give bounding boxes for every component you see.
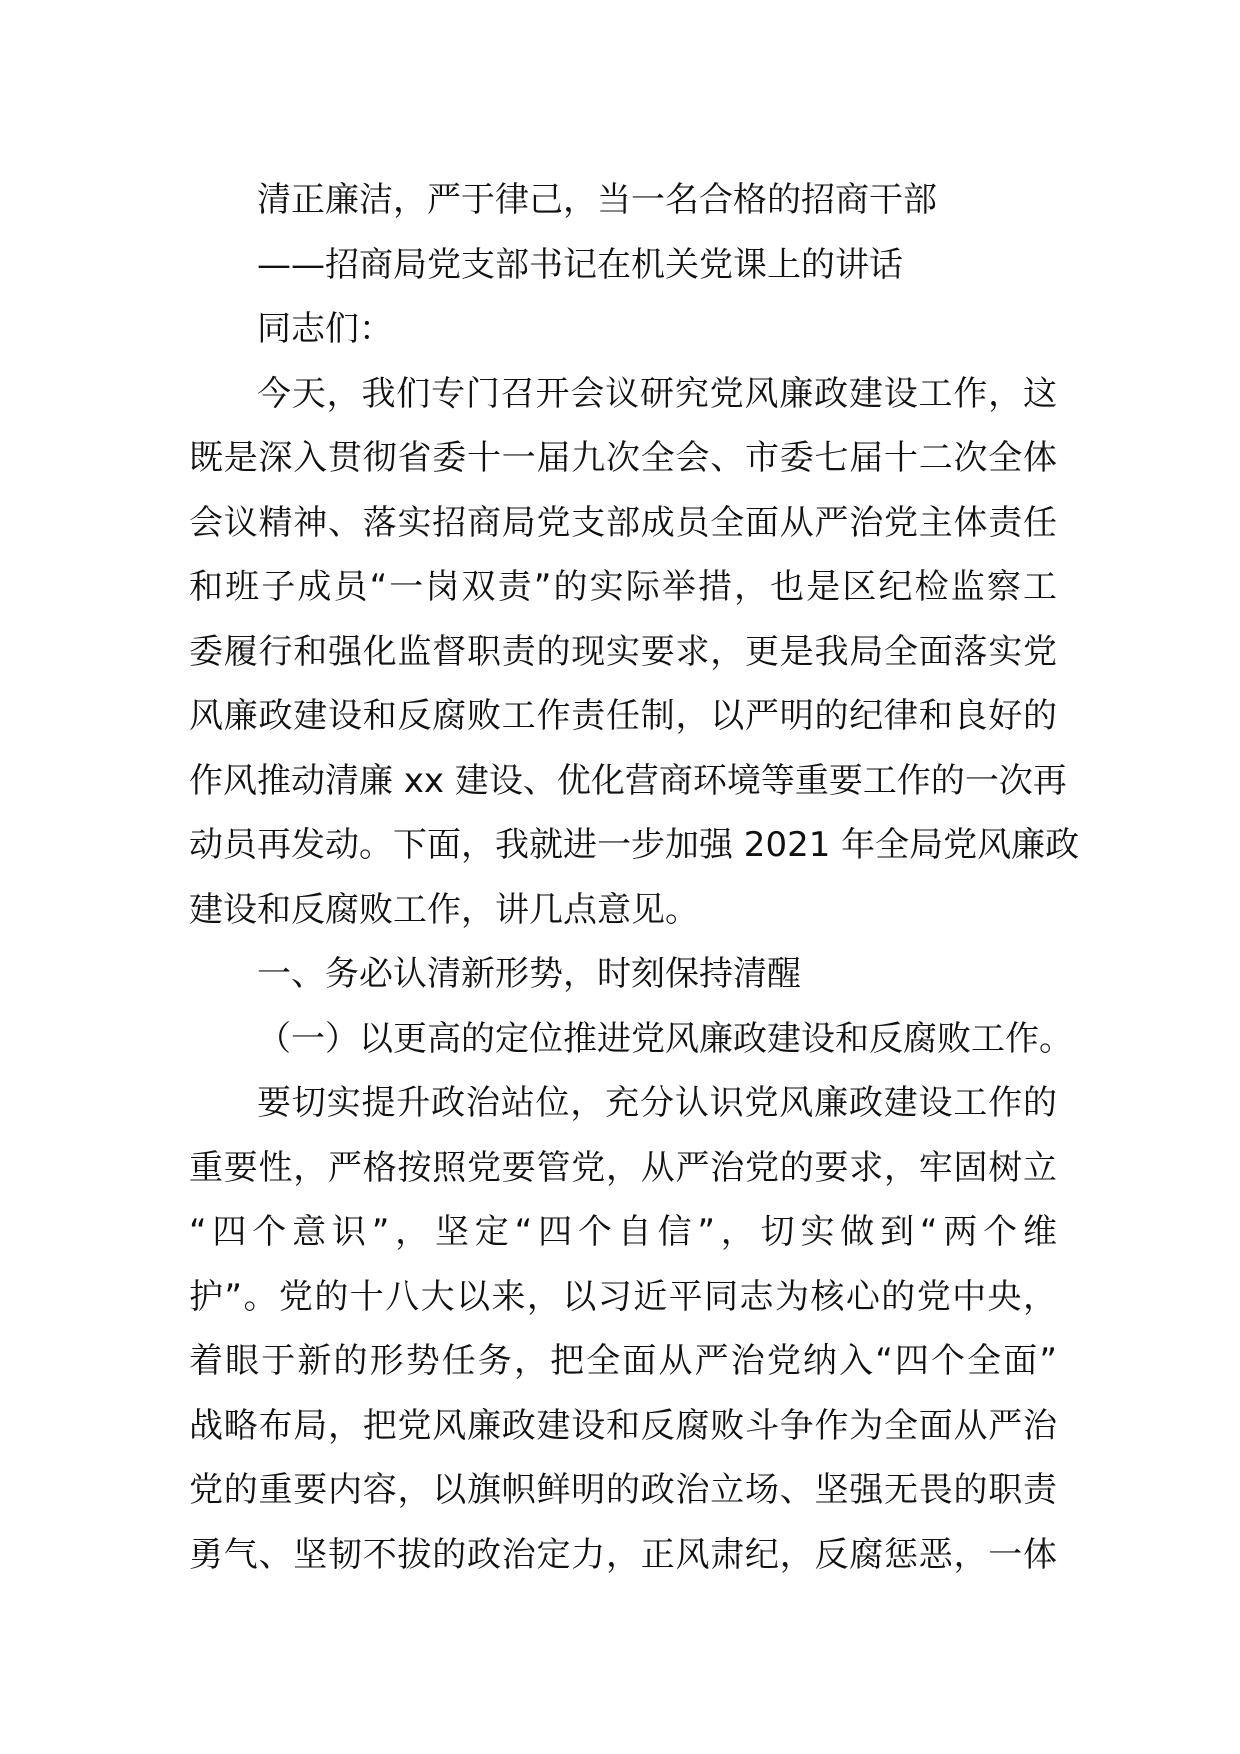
paragraph-line: 动员再发动。下面，我就进一步加强 2021 年全局党风廉政 [189, 825, 1080, 865]
paragraph-1 [189, 362, 1080, 943]
section-subheading: （一）以更高的定位推进党风廉政建设和反腐败工作。 [257, 1018, 1073, 1059]
salutation: 同志们： [257, 309, 393, 349]
document-title: 清正廉洁，严于律己，当一名合格的招商干部 [257, 180, 937, 220]
paragraph-line: 建设和反腐败工作，讲几点意见。 [189, 889, 699, 930]
section-heading: 一、务必认清新形势，时刻保持清醒 [257, 954, 801, 994]
paragraph-line: 和班子成员“一岗双责”的实际举措，也是区纪检监察工 [189, 567, 1057, 607]
paragraph-line: 风廉政建设和反腐败工作责任制，以严明的纪律和良好的 [189, 696, 1057, 736]
paragraph-line: 委履行和强化监督职责的现实要求，更是我局全面落实党 [189, 631, 1057, 672]
document-page [189, 168, 1080, 1587]
paragraph-line: 重要性，严格按照党要管党，从严治党的要求，牢固树立 [189, 1147, 1057, 1188]
paragraph-line: “四个意识”，坚定“四个自信”，切实做到“两个维 [189, 1212, 1057, 1252]
paragraph-line: 战略布局，把党风廉政建设和反腐败斗争作为全面从严治 [189, 1405, 1057, 1446]
paragraph-line: 会议精神、落实招商局党支部成员全面从严治党主体责任 [189, 502, 1057, 543]
paragraph-line: 既是深入贯彻省委十一届九次全会、市委七届十二次全体 [189, 438, 1057, 478]
paragraph-line: 勇气、坚韧不拔的政治定力，正风肃纪，反腐惩恶，一体 [189, 1534, 1057, 1575]
paragraph-line: 今天，我们专门召开会议研究党风廉政建设工作，这 [257, 373, 1057, 414]
paragraph-2 [189, 1071, 1057, 1587]
paragraph-line: 着眼于新的形势任务，把全面从严治党纳入“四个全面” [189, 1341, 1057, 1381]
paragraph-line: 作风推动清廉 xx 建设、优化营商环境等重要工作的一次再 [189, 760, 1067, 801]
document-subtitle: ——招商局党支部书记在机关党课上的讲话 [257, 244, 903, 285]
paragraph-line: 要切实提升政治站位，充分认识党风廉政建设工作的 [257, 1083, 1057, 1123]
paragraph-line: 护”。党的十八大以来，以习近平同志为核心的党中央， [189, 1276, 1057, 1317]
paragraph-line: 党的重要内容，以旗帜鲜明的政治立场、坚强无畏的职责 [189, 1470, 1057, 1510]
